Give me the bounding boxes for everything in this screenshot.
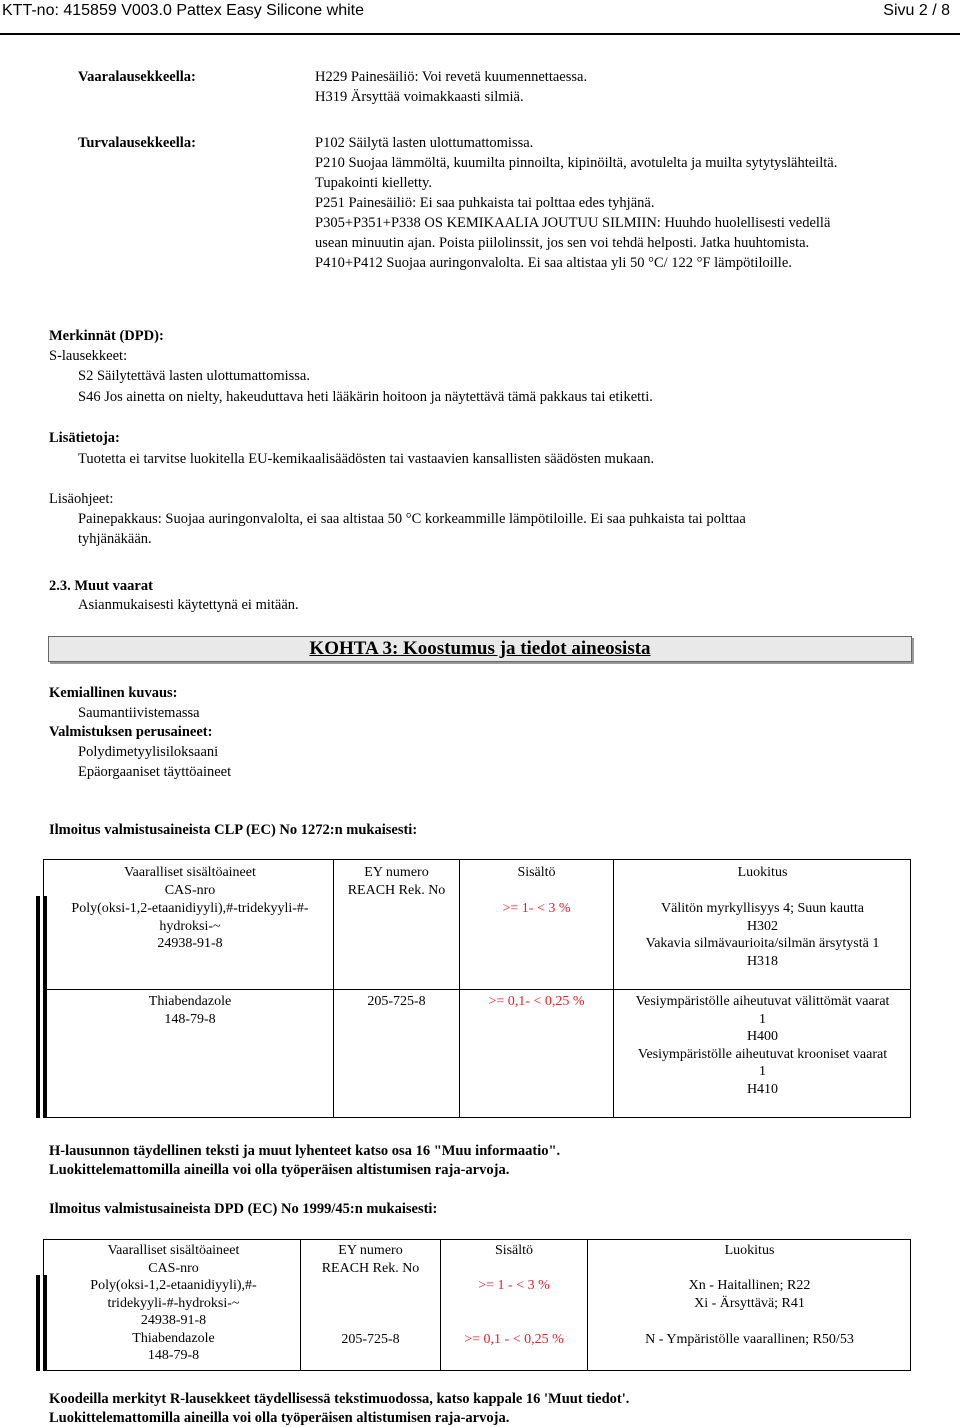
precaution-line: P305+P351+P338 OS KEMIKAALIA JOUTUU SILMIIN: Huuhdo huolellisesti vedellä [315,215,831,231]
classification-line: Välitön myrkyllisyys 4; Suun kautta [661,901,864,916]
dpd-row2-ec: 205-725-8 [341,1332,400,1347]
section-3-banner [48,636,912,662]
note-exposure-limits: Luokittelemattomilla aineilla voi olla työperäisen altistumisen raja-arvoja. [49,1162,510,1178]
classification-line: Vesiympäristölle aiheutuvat krooniset vaarat [637,1046,888,1062]
s-phrase: S2 Säilytettävä lasten ulottumattomissa. [78,368,310,384]
change-bar [36,1275,40,1371]
clp-row1-classification [614,900,911,970]
header-text: Vaaralliset sisältöaineet [124,865,256,880]
substance-name: Poly(oksi-1,2-etaanidiyyli),#-tridekyyli-#- [71,901,309,916]
precaution-line: P410+P412 Suojaa auringonvalolta. Ei saa altistaa yli 50 °C/ 122 °F lämpötiloille. [315,255,792,271]
clp-header-substances [47,864,333,899]
clp-row1-substance [47,900,333,953]
clp-header-ec [334,864,459,899]
clp-header-classification: Luokitus [737,865,788,880]
document-id: KTT-no: 415859 V003.0 Pattex Easy Silicone white [2,2,364,19]
base-material: Epäorgaaniset täyttöaineet [78,764,232,780]
clp-row2-substance [47,993,333,1028]
precaution-line: Tupakointi kielletty. [315,175,432,191]
s-phrase: S46 Jos ainetta on nielty, hakeuduttava heti lääkärin hoitoon ja näytettävä tämä pakkaus tai etiketti. [78,389,653,405]
precaution-label: Turvalausekkeella: [78,135,196,151]
header-text: REACH Rek. No [347,882,446,898]
header-text: CAS-nro [148,1260,199,1276]
clp-row2-classification [614,993,911,1098]
cas-number: 24938-91-8 [157,936,223,951]
cas-number: 24938-91-8 [140,1313,207,1328]
dpd-header-content: Sisältö [494,1243,534,1258]
substance-name: Thiabendazole [132,1330,215,1346]
dpd-subheading: S-lausekkeet: [49,348,128,364]
classification-line: Vesiympäristölle aiheutuvat välittömät vaarat [635,994,890,1009]
classification-line: H410 [746,1081,779,1097]
classification-line: 1 [759,1011,766,1027]
classification-line: H302 [746,918,779,934]
hazard-line: H229 Painesäiliö: Voi revetä kuumennettaessa. [315,69,588,85]
instructions-text: tyhjänäkään. [78,531,152,547]
precaution-line: P251 Painesäiliö: Ei saa puhkaista tai polttaa edes tyhjänä. [315,195,655,211]
extra-text: Tuotetta ei tarvitse luokitella EU-kemikaalisäädösten tai vastaavien kansallisten säädösten mukaan. [78,451,655,467]
classification-line: Vakavia silmävaurioita/silmän ärsytystä 1 [645,936,880,951]
change-bar [36,896,40,1118]
dpd-row1-substance [47,1277,300,1365]
clp-row-divider [43,989,911,990]
header-text: EY numero [338,1243,403,1258]
chem-description-heading: Kemiallinen kuvaus: [49,685,178,701]
substance-name: Thiabendazole [148,994,232,1009]
dpd-row1-content: >= 1 - < 3 % [478,1278,550,1293]
base-material: Polydimetyylisiloksaani [78,744,219,760]
section-3-title: KOHTA 3: Koostumus ja tiedot aineosista [309,638,651,659]
substance-name: hydroksi-~ [159,918,221,934]
page-number: Sivu 2 / 8 [883,2,950,19]
clp-heading: Ilmoitus valmistusaineista CLP (EC) No 1272:n mukaisesti: [49,822,418,838]
substance-name: Poly(oksi-1,2-etaanidiyyli),#- [90,1278,257,1293]
header-text: REACH Rek. No [321,1260,420,1276]
extra-heading: Lisätietoja: [49,430,120,446]
classification-line: 1 [759,1064,766,1079]
other-hazards-heading: 2.3. Muut vaarat [49,578,153,594]
dpd-row1-classification [588,1277,911,1312]
header-text: EY numero [364,865,429,880]
chem-description-value: Saumantiivistemassa [78,705,200,721]
precaution-line: usean minuutin ajan. Poista piilolinssit, jos sen voi tehdä helposti. Jatka huuhtomista. [315,235,810,251]
note-h-statements: H-lausunnon täydellinen teksti ja muut lyhenteet katso osa 16 "Muu informaatio". [49,1143,561,1159]
dpd-row2-content: >= 0,1 - < 0,25 % [464,1332,564,1347]
clp-row2-content: >= 0,1- < 0,25 % [488,994,585,1009]
precaution-line: P210 Suojaa lämmöltä, kuumilta pinnoilta, kipinöiltä, avotulelta ja muilta sytytyslähteiltä. [315,155,838,171]
page-header [0,0,960,30]
clp-row1-content: >= 1- < 3 % [502,901,571,916]
clp-row2-ec: 205-725-8 [367,994,426,1009]
hazard-label: Vaaralausekkeella: [78,69,196,85]
classification-line: H318 [746,953,779,969]
base-materials-heading: Valmistuksen perusaineet: [49,724,213,740]
hazard-line: H319 Ärsyttää voimakkaasti silmiä. [315,89,524,105]
cas-number: 148-79-8 [147,1348,200,1363]
substance-name: tridekyyli-#-hydroksi-~ [107,1295,240,1311]
dpd-header-classification: Luokitus [724,1243,775,1258]
instructions-heading: Lisäohjeet: [49,491,114,507]
clp-header-content: Sisältö [517,865,556,880]
dpd-table-heading: Ilmoitus valmistusaineista DPD (EC) No 1999/45:n mukaisesti: [49,1201,438,1217]
header-divider [0,33,960,35]
note-r-phrases: Koodeilla merkityt R-lausekkeet täydellisessä tekstimuodossa, katso kappale 16 'Muut tiedot'. [49,1391,630,1407]
dpd-heading: Merkinnät (DPD): [49,328,164,344]
precaution-line: P102 Säilytä lasten ulottumattomissa. [315,135,534,151]
header-text: Vaaralliset sisältöaineet [107,1243,240,1258]
cas-number: 148-79-8 [164,1011,216,1027]
header-text: CAS-nro [164,882,216,898]
other-hazards-text: Asianmukaisesti käytettynä ei mitään. [78,597,299,613]
dpd-row2-classification: N - Ympäristölle vaarallinen; R50/53 [645,1332,854,1347]
dpd-header-ec [301,1242,440,1277]
classification-line: Xi - Ärsyttävä; R41 [694,1295,805,1311]
dpd-header-substances [47,1242,300,1277]
instructions-text: Painepakkaus: Suojaa auringonvalolta, ei saa altistaa 50 °C korkeammille lämpötiloille. Ei saa puhkaista tai polttaa [78,511,746,527]
classification-line: H400 [746,1029,779,1044]
classification-line: Xn - Haitallinen; R22 [688,1278,811,1293]
note-exposure-limits-2: Luokittelemattomilla aineilla voi olla työperäisen altistumisen raja-arvoja. [49,1410,510,1426]
